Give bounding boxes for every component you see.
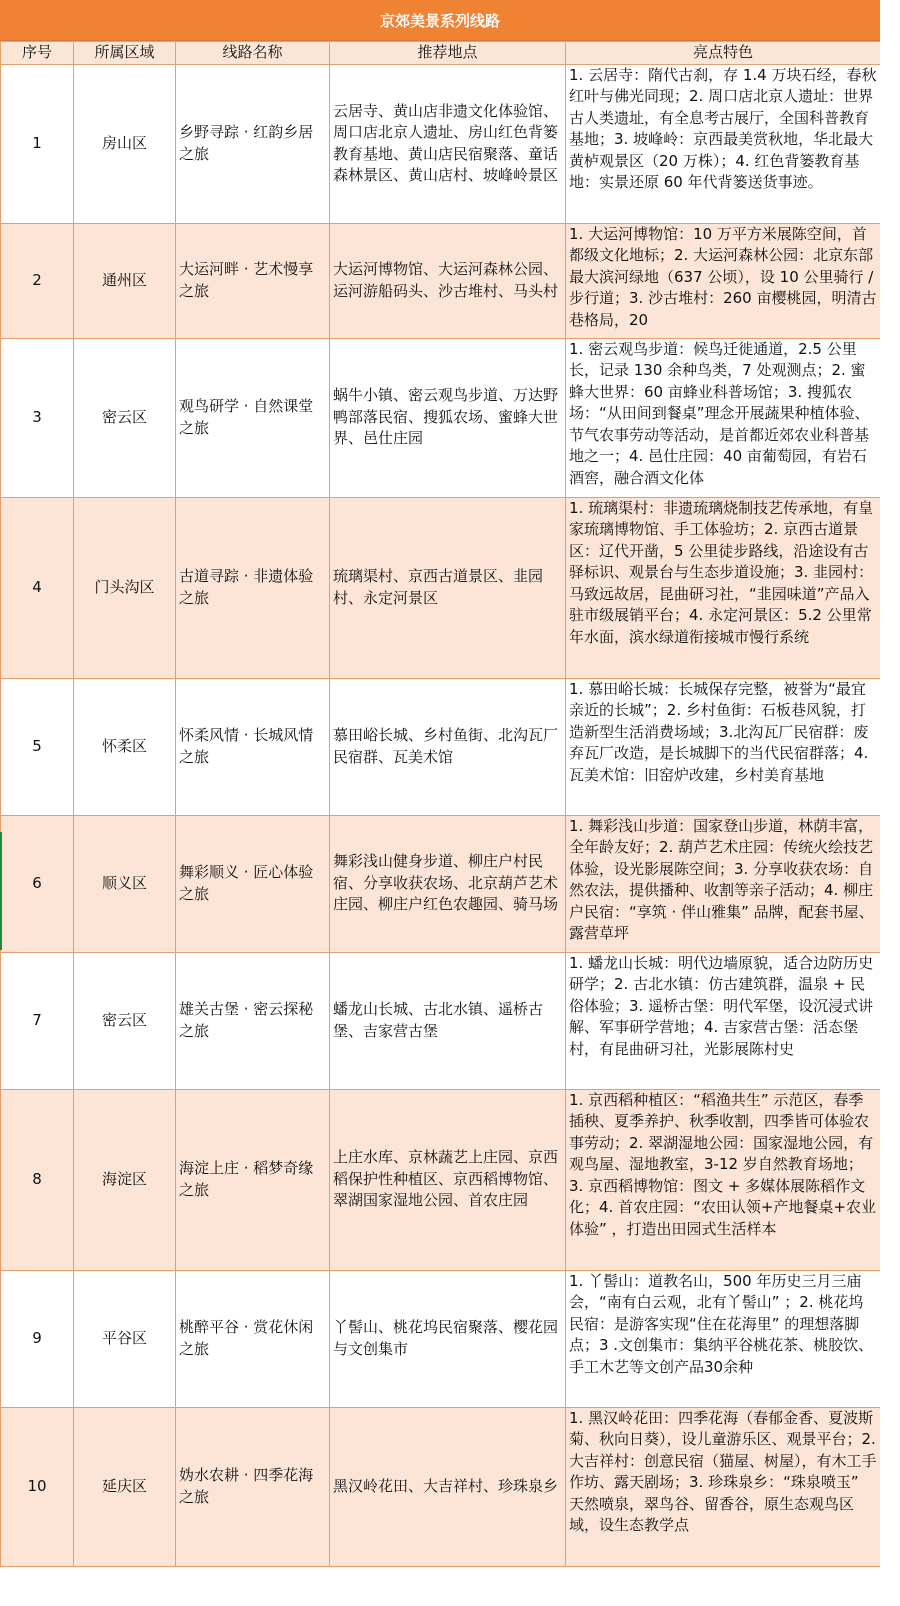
header-recommended-spots: 推荐地点 [330, 42, 566, 65]
header-district: 所属区域 [74, 42, 176, 65]
row-highlights [566, 1270, 881, 1407]
row-route-name: 舞彩顺义 · 匠心体验之旅 [176, 815, 330, 952]
row-route-name: 乡野寻踪 · 红韵乡居之旅 [176, 64, 330, 223]
highlights-text: 1. 密云观鸟步道：候鸟迁徙通道，2.5 公里长，记录 130 余种鸟类，7 处观测点；2. 蜜蜂大世界：60 亩蜂业科普场馆；3. 搜狐农场：“从田间到餐桌”理念开展蔬果种植体验、节气农事劳动等活动，是首都近郊农业科普基地之一；4. 邑仕庄园：40 亩葡萄园，有岩石酒窖，融合酒文化体 [569, 339, 870, 487]
row-index: 4 [1, 497, 74, 678]
row-route-name: 桃醉平谷 · 赏花休闲之旅 [176, 1270, 330, 1407]
row-recommended-spots: 大运河博物馆、大运河森林公园、运河游船码头、沙古堆村、马头村 [330, 223, 566, 338]
highlights-text: 1. 蟠龙山长城：明代边墙原貌，适合边防历史研学；2. 古北水镇：仿古建筑群，温泉 + 民俗体验；3. 遥桥古堡：明代军堡，设沉浸式讲解、军事研学营地；4. 吉家营古堡：活态堡村，有昆曲研习社，光影展陈村史 [569, 953, 874, 1058]
row-district: 密云区 [74, 952, 176, 1089]
row-recommended-spots: 蜗牛小镇、密云观鸟步道、万达野鸭部落民宿、搜狐农场、蜜蜂大世界、邑仕庄园 [330, 338, 566, 497]
row-district: 密云区 [74, 338, 176, 497]
row-recommended-spots: 慕田峪长城、乡村鱼街、北沟瓦厂民宿群、瓦美术馆 [330, 678, 566, 815]
row-recommended-spots: 蟠龙山长城、古北水镇、遥桥古堡、吉家营古堡 [330, 952, 566, 1089]
row-district: 通州区 [74, 223, 176, 338]
table-row [1, 1089, 881, 1270]
highlights-text: 1. 舞彩浅山步道：国家登山步道，林荫丰富，全年龄友好；2. 葫芦艺术庄园：传统火绘技艺体验，设光影展陈空间；3. 分享收获农场：自然农法，提供播种、收割等亲子活动；4. 柳庄户民宿：“享筑 · 伴山雅集” 品牌，配套书屋、露营草坪 [569, 816, 874, 942]
row-highlights [566, 1089, 881, 1270]
table-row [1, 497, 881, 678]
row-district: 怀柔区 [74, 678, 176, 815]
row-route-name: 怀柔风情 · 长城风情之旅 [176, 678, 330, 815]
highlights-text: 1. 云居寺：隋代古刹，存 1.4 万块石经，春秋红叶与佛光同现；2. 周口店北京人遗址：世界古人类遗址，有全息考古展厅，全国科普教育基地；3. 坡峰岭：京西最美赏秋地，华北最大黄栌观景区（20 万株）；4. 红色背篓教育基地：实景还原 60 年代背篓送货事迹。 [569, 65, 877, 191]
row-route-name: 大运河畔 · 艺术慢享之旅 [176, 223, 330, 338]
row-recommended-spots: 黑汉岭花田、大吉祥村、珍珠泉乡 [330, 1407, 566, 1566]
table-row [1, 64, 881, 223]
row-index: 6 [1, 815, 74, 952]
header-highlights: 亮点特色 [566, 42, 881, 65]
table-row [1, 678, 881, 815]
row-highlights [566, 678, 881, 815]
header-route-name: 线路名称 [176, 42, 330, 65]
row-index: 1 [1, 64, 74, 223]
row-index: 7 [1, 952, 74, 1089]
row-index: 2 [1, 223, 74, 338]
table-row [1, 1270, 881, 1407]
row-route-name: 雄关古堡 · 密云探秘之旅 [176, 952, 330, 1089]
row-district: 房山区 [74, 64, 176, 223]
row-recommended-spots: 上庄水库、京林蔬艺上庄园、京西稻保护性种植区、京西稻博物馆、翠湖国家湿地公园、首农庄园 [330, 1089, 566, 1270]
header-index: 序号 [1, 42, 74, 65]
row-highlights [566, 64, 881, 223]
row-highlights [566, 952, 881, 1089]
row-route-name: 观鸟研学 · 自然课堂之旅 [176, 338, 330, 497]
blank-margin [880, 0, 900, 1606]
row-selection-marker [0, 832, 2, 950]
header-row [1, 42, 881, 65]
row-district: 门头沟区 [74, 497, 176, 678]
highlights-text: 1. 大运河博物馆：10 万平方米展陈空间，首都级文化地标；2. 大运河森林公园：北京东部最大滨河绿地（637 公顷），设 10 公里骑行 / 步行道；3. 沙古堆村：260 亩樱桃园，明清古巷格局，20 [569, 224, 877, 329]
highlights-text: 1. 琉璃渠村：非遗琉璃烧制技艺传承地，有皇家琉璃博物馆、手工体验坊；2. 京西古道景区：辽代开凿，5 公里徒步路线，沿途设有古驿标识、观景台与生态步道设施；3. 韭园村：马致远故居，昆曲研习社，“韭园味道”产品入驻市级展销平台；4. 永定河景区：5.2 公里常年水面，滨水绿道衔接城市慢行系统 [569, 498, 874, 646]
highlights-text: 1. 慕田峪长城：长城保存完整，被誉为“最宜亲近的长城”；2. 乡村鱼街：石板巷风貌，打造新型生活消费场域；3.北沟瓦厂民宿群：废弃瓦厂改造，是长城脚下的当代民宿群落；4. 瓦美术馆：旧窑炉改建，乡村美育基地 [569, 679, 869, 784]
row-highlights [566, 497, 881, 678]
row-district: 延庆区 [74, 1407, 176, 1566]
row-recommended-spots: 丫髻山、桃花坞民宿聚落、樱花园与文创集市 [330, 1270, 566, 1407]
row-route-name: 海淀上庄 · 稻梦奇缘之旅 [176, 1089, 330, 1270]
highlights-text: 1. 黑汉岭花田：四季花海（春郁金香、夏波斯菊、秋向日葵），设儿童游乐区、观景平台；2. 大吉祥村：创意民宿（猫屋、树屋），有木工手作坊、露天剧场；3. 珍珠泉乡：“珠泉喷玉” 天然喷泉，翠鸟谷、留香谷，原生态观鸟区域，设生态教学点 [569, 1408, 877, 1534]
row-district: 平谷区 [74, 1270, 176, 1407]
table-row [1, 338, 881, 497]
row-index: 10 [1, 1407, 74, 1566]
row-index: 8 [1, 1089, 74, 1270]
row-index: 3 [1, 338, 74, 497]
table-row [1, 952, 881, 1089]
table-row [1, 1407, 881, 1566]
table-row [1, 815, 881, 952]
row-recommended-spots: 琉璃渠村、京西古道景区、韭园村、永定河景区 [330, 497, 566, 678]
row-index: 5 [1, 678, 74, 815]
table-row [1, 223, 881, 338]
row-highlights [566, 815, 881, 952]
row-highlights [566, 338, 881, 497]
row-route-name: 古道寻踪 · 非遗体验之旅 [176, 497, 330, 678]
row-recommended-spots: 舞彩浅山健身步道、柳庄户村民宿、分享收获农场、北京葫芦艺术庄园、柳庄户红色农趣园、骑马场 [330, 815, 566, 952]
row-index: 9 [1, 1270, 74, 1407]
highlights-text: 1. 丫髻山：道教名山，500 年历史三月三庙会，“南有白云观，北有丫髻山” ；2. 桃花坞民宿：是游客实现“住在花海里” 的理想落脚点；3 .文创集市：集纳平谷桃花茶、桃胶饮、手工木艺等文创产品30余种 [569, 1271, 874, 1376]
row-highlights [566, 1407, 881, 1566]
row-recommended-spots: 云居寺、黄山店非遗文化体验馆、周口店北京人遗址、房山红色背篓教育基地、黄山店民宿聚落、童话森林景区、黄山店村、坡峰岭景区 [330, 64, 566, 223]
row-district: 顺义区 [74, 815, 176, 952]
row-highlights [566, 223, 881, 338]
routes-table [0, 41, 881, 1567]
table-title: 京郊美景系列线路 [0, 0, 880, 41]
row-route-name: 妫水农耕 · 四季花海之旅 [176, 1407, 330, 1566]
row-district: 海淀区 [74, 1089, 176, 1270]
highlights-text: 1. 京西稻种植区：“稻渔共生” 示范区，春季插秧、夏季养护、秋季收割，四季皆可体验农事劳动；2. 翠湖湿地公园：国家湿地公园，有观鸟屋、湿地教室，3-12 岁自然教育场地；3. 京西稻博物馆：图文 + 多媒体展陈稻作文化；4. 首农庄园：“农田认领+产地餐桌+农业体验” ，打造出田园式生活样本 [569, 1090, 876, 1238]
